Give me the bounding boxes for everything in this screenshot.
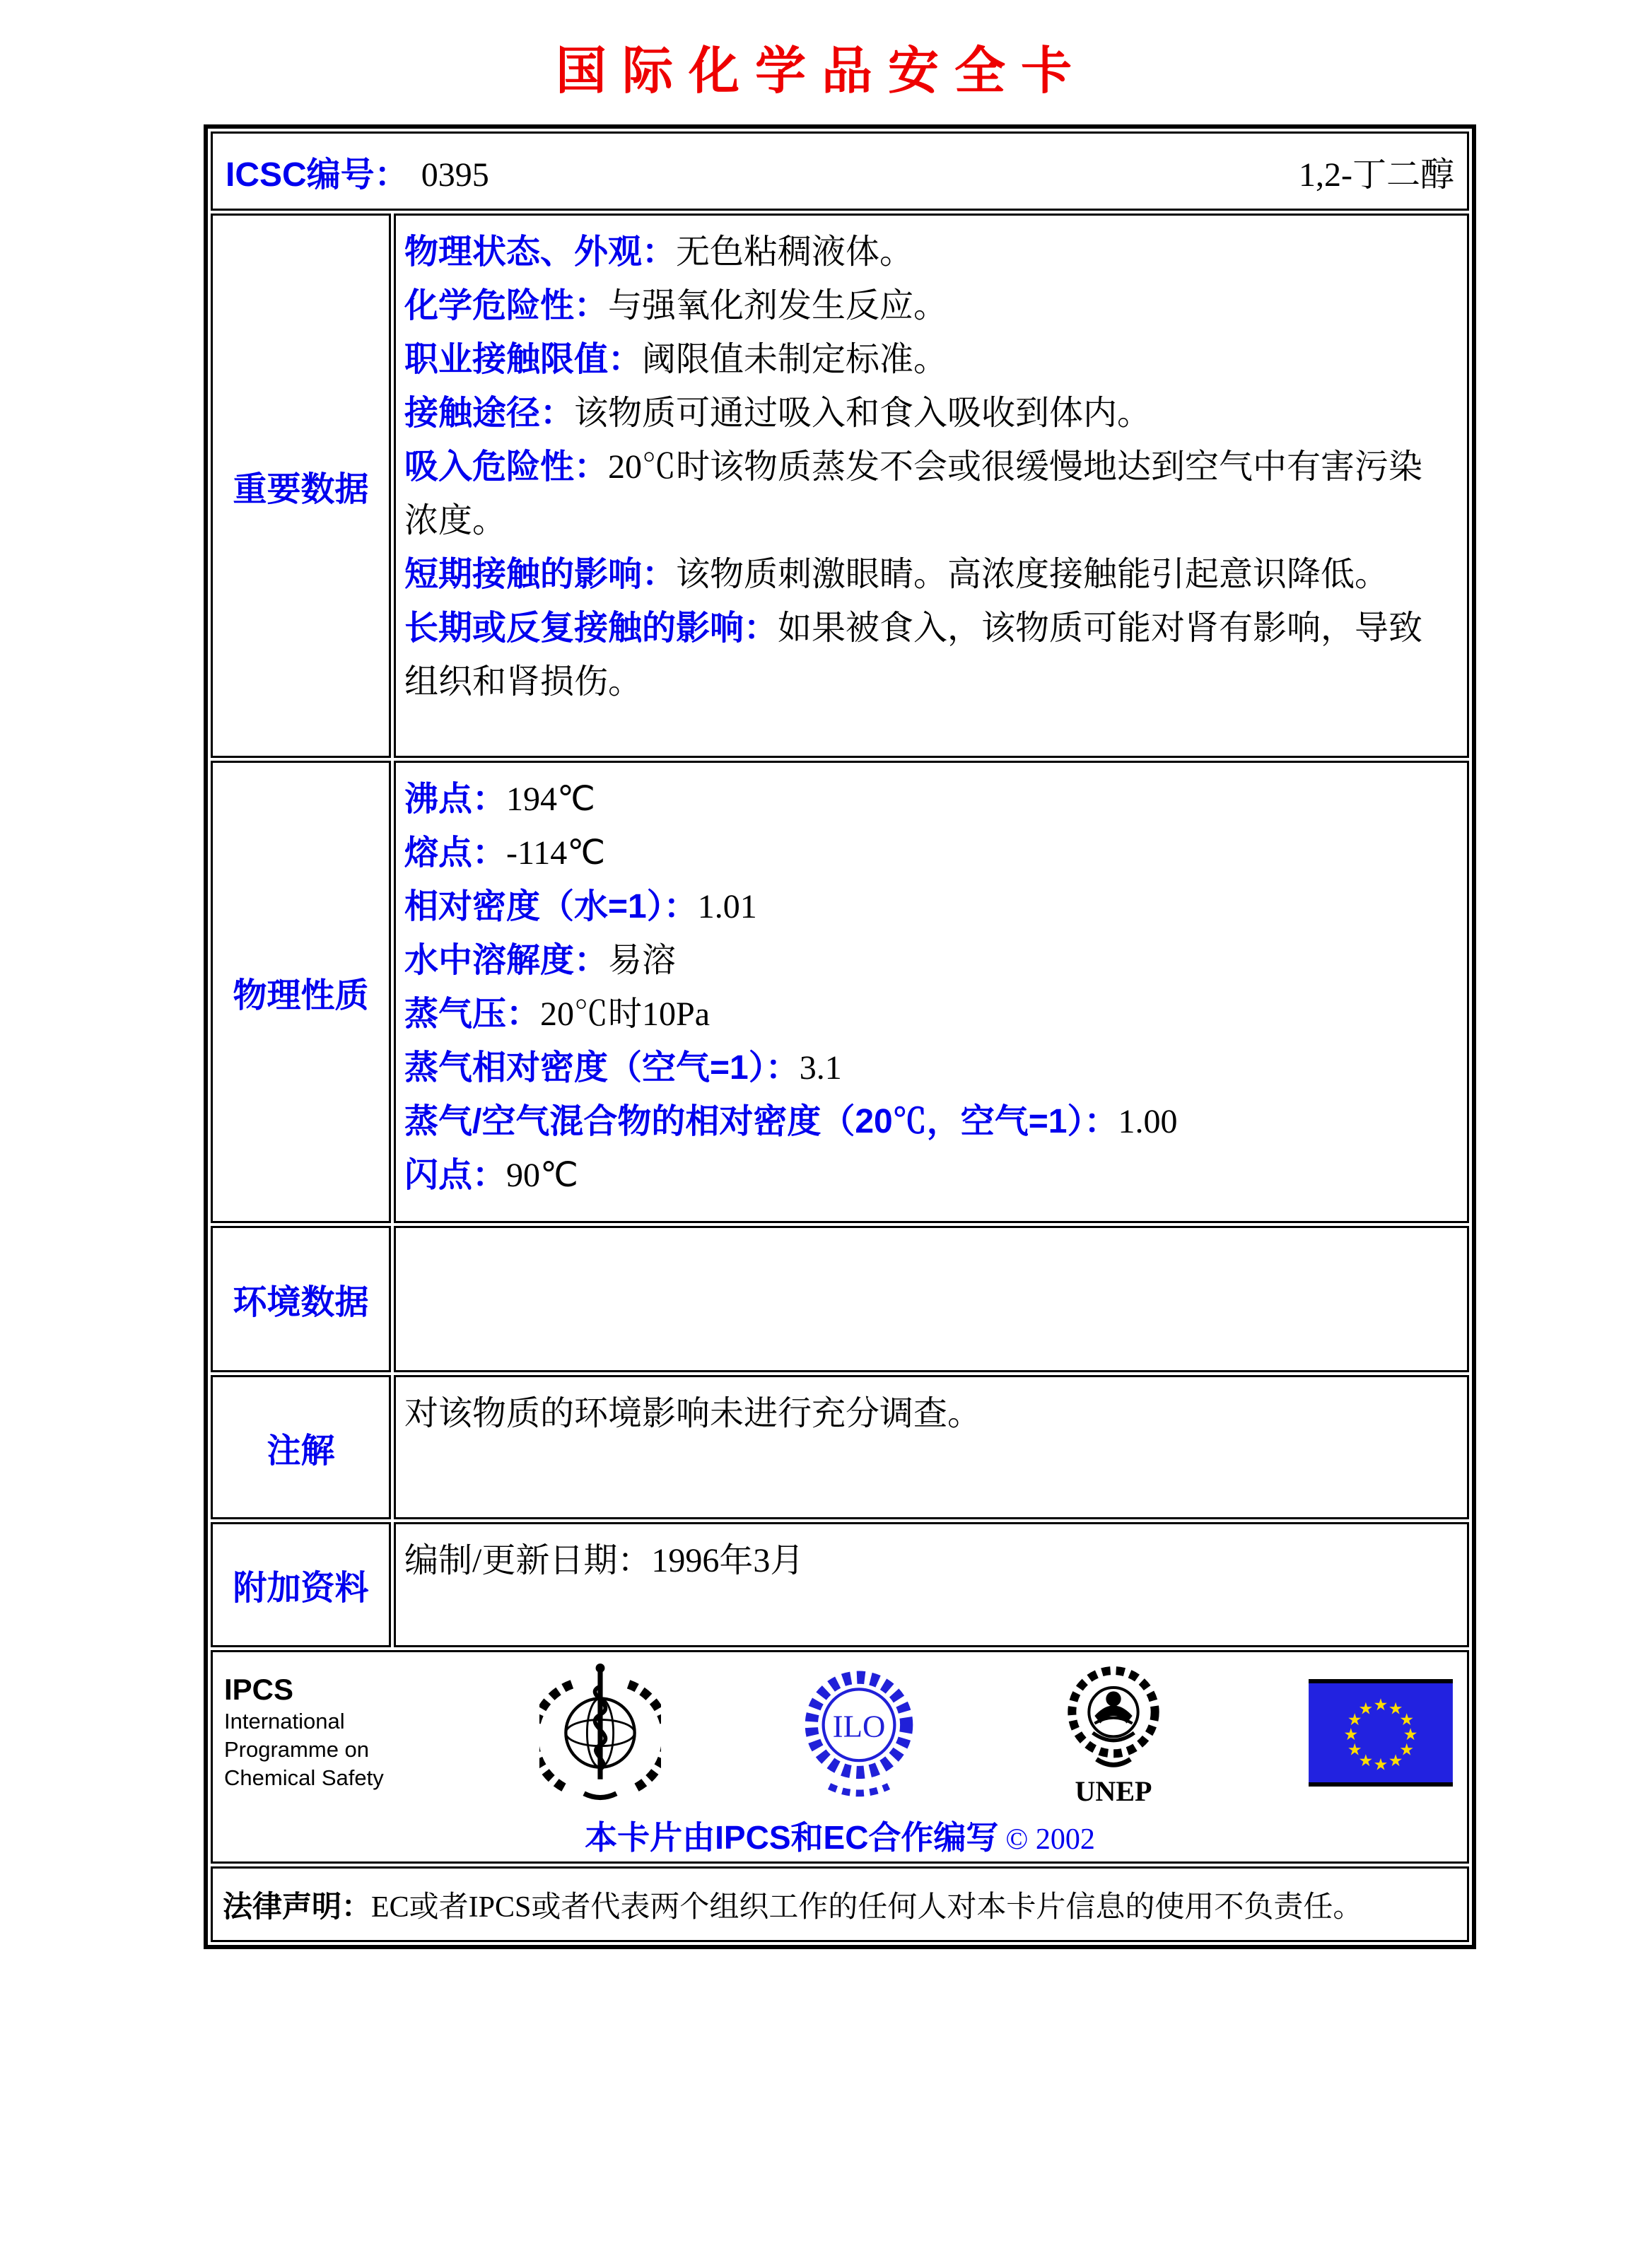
entry-physical-state: 物理状态、外观：无色粘稠液体。 [404, 233, 914, 271]
entry-occupational-limit: 职业接触限值：阈限值未制定标准。 [404, 341, 948, 378]
entry-vapor-pressure: 蒸气压：20℃时10Pa [404, 995, 711, 1033]
entry-inhalation-risk: 吸入危险性：20℃时该物质蒸发不会或很缓慢地达到空气中有害污染浓度。 [404, 448, 1423, 539]
logos-cell [211, 1650, 1469, 1864]
ipcs-line-3: Chemical Safety [224, 1765, 384, 1791]
chemical-name: 1,2-丁二醇 [1299, 156, 1454, 194]
svg-text:★: ★ [1358, 1751, 1374, 1770]
section-label-environmental-data: 环境数据 [211, 1226, 391, 1372]
section-label-important-data: 重要数据 [211, 214, 391, 758]
entry-vapor-air-mixture-density: 蒸气/空气混合物的相对密度（20℃，空气=1）：1.00 [404, 1103, 1178, 1140]
caption-text: 本卡片由IPCS和EC合作编写 [585, 1819, 999, 1856]
entry-melting-point: 熔点：-114℃ [404, 834, 606, 872]
svg-text:★: ★ [1347, 1741, 1362, 1760]
legal-cell [211, 1866, 1469, 1942]
svg-text:★: ★ [1388, 1751, 1403, 1770]
entry-vapor-density: 蒸气相对密度（空气=1）：3.1 [404, 1049, 842, 1087]
legal-text: EC或者IPCS或者代表两个组织工作的任何人对本卡片信息的使用不负责任。 [371, 1890, 1363, 1924]
svg-text:★: ★ [1399, 1741, 1415, 1760]
section-label-notes: 注解 [211, 1375, 391, 1519]
environmental-data-row [211, 1226, 1469, 1372]
section-label-additional-info: 附加资料 [211, 1522, 391, 1647]
svg-text:★: ★ [1373, 1696, 1388, 1715]
entry-notes-text: 对该物质的环境影响未进行充分调查。 [404, 1395, 982, 1432]
eu-flag-svg [1309, 1683, 1453, 1782]
header-row [211, 131, 1469, 211]
svg-text:★: ★ [1343, 1726, 1359, 1745]
additional-info-content [394, 1522, 1469, 1647]
legal-row [211, 1866, 1469, 1942]
important-data-content [394, 214, 1469, 758]
icsc-number-group [226, 147, 489, 196]
environmental-data-content [394, 1226, 1469, 1372]
physical-properties-row [211, 761, 1469, 1223]
entry-chemical-danger: 化学危险性：与强氧化剂发生反应。 [404, 287, 948, 325]
entry-relative-density: 相对密度（水=1）：1.01 [404, 888, 757, 925]
unep-logo [1057, 1657, 1170, 1808]
entry-flash-point: 闪点：90℃ [404, 1157, 578, 1194]
icsc-number-label: ICSC编号： [226, 156, 409, 194]
logos-row [211, 1650, 1469, 1864]
legal-label: 法律声明： [223, 1889, 372, 1923]
unep-logo-letters: UNEP [1075, 1775, 1152, 1807]
ipcs-title: IPCS [224, 1673, 294, 1707]
important-data-row [211, 214, 1469, 758]
entry-exposure-routes: 接触途径：该物质可通过吸入和食入吸收到体内。 [404, 394, 1152, 432]
ipcs-line-2: Programme on [224, 1737, 370, 1762]
ipcs-text-block [224, 1673, 401, 1792]
copyright-text: © 2002 [1005, 1823, 1095, 1856]
physical-properties-content [394, 761, 1469, 1223]
icsc-number-value: 0395 [421, 156, 489, 194]
notes-content [394, 1375, 1469, 1519]
entry-update-date: 编制/更新日期：1996年3月 [404, 1542, 805, 1579]
cooperation-caption [223, 1812, 1457, 1859]
section-label-physical-properties: 物理性质 [211, 761, 391, 1223]
additional-info-row [211, 1522, 1469, 1647]
page-title: 国际化学品安全卡 [555, 43, 1087, 100]
header-flex [226, 147, 1454, 196]
entry-long-term-effects: 长期或反复接触的影响：如果被食入，该物质可能对肾有影响，导致组织和肾损伤。 [404, 609, 1423, 701]
svg-text:★: ★ [1373, 1755, 1388, 1775]
svg-text:★: ★ [1403, 1726, 1418, 1745]
svg-text:★: ★ [1399, 1711, 1415, 1730]
who-logo [539, 1660, 661, 1806]
eu-flag [1309, 1679, 1453, 1787]
svg-text:★: ★ [1358, 1700, 1374, 1719]
svg-text:★: ★ [1347, 1711, 1362, 1730]
icsc-table [204, 124, 1476, 1949]
ilo-logo [800, 1661, 918, 1804]
header-cell [211, 131, 1469, 211]
ilo-logo-letters: ILO [832, 1708, 886, 1744]
notes-row [211, 1375, 1469, 1519]
ipcs-line-1: International [224, 1708, 345, 1734]
entry-short-term-effects: 短期接触的影响：该物质刺激眼睛。高浓度接触能引起意识降低。 [404, 556, 1389, 593]
entry-water-solubility: 水中溶解度：易溶 [404, 942, 677, 979]
logos-flex [223, 1658, 1457, 1806]
entry-boiling-point: 沸点：194℃ [404, 781, 595, 818]
svg-text:★: ★ [1388, 1700, 1403, 1719]
